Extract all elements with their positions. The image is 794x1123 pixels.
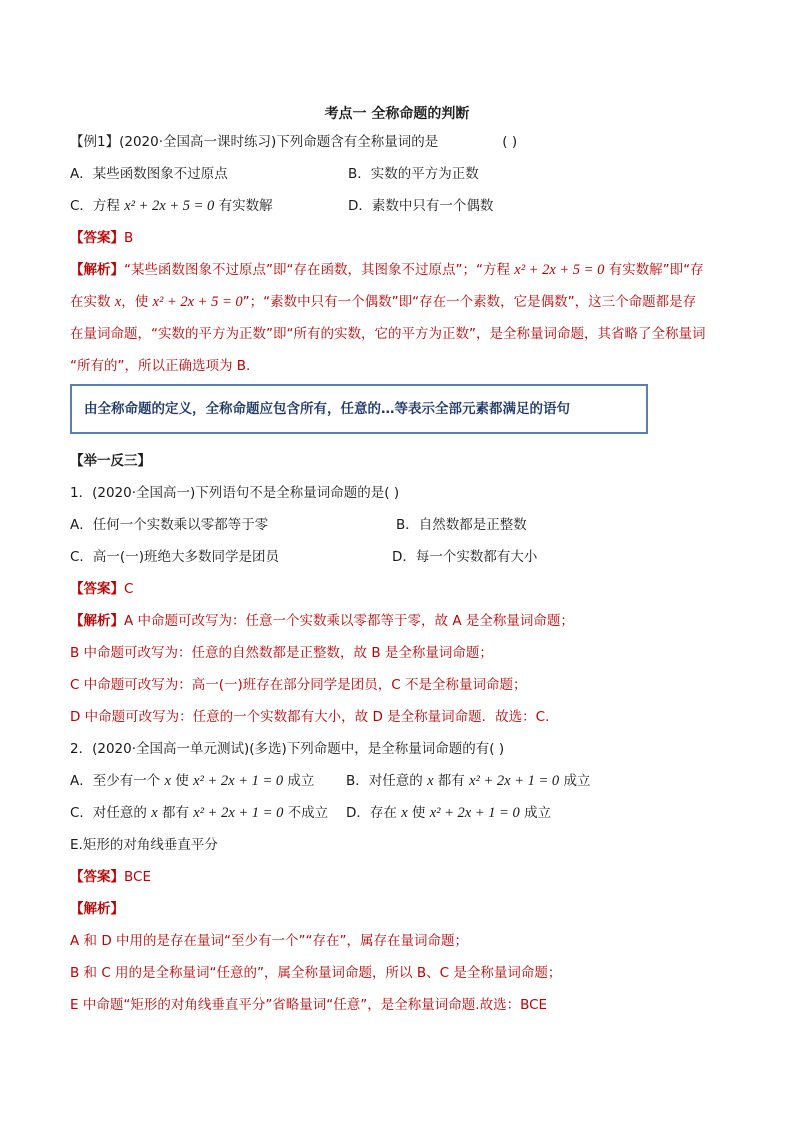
practice-label: 【举一反三】 — [70, 453, 151, 469]
q2-analysis-line-1: A 和 D 中用的是存在量词“至少有一个”“存在”，属存在量词命题； — [70, 933, 468, 949]
q2-analysis-line-2: B 和 C 用的是全称量词“任意的”，属全称量词命题，所以 B、C 是全称量词命题； — [70, 965, 562, 981]
q1-analysis-line-4: D 中命题可改写为：任意的一个实数都有大小，故 D 是全称量词命题．故选：C. — [70, 709, 550, 725]
example-option-b: B．实数的平方为正数 — [348, 166, 479, 182]
q1-option-a: A．任何一个实数乘以零都等于零 — [70, 517, 269, 533]
q1-analysis-line-3: C 中命题可改写为：高一(一)班存在部分同学是团员，C 不是全称量词命题； — [70, 677, 527, 693]
q2-answer: 【答案】BCE — [70, 869, 151, 885]
example-analysis-line-2: 在实数 x，使 x² + 2x + 5 = 0”；“素数中只有一个偶数”即“存在一个素数，它是偶数”，这三个命题都是存 — [70, 294, 697, 310]
q2-option-a: A．至少有一个 x 使 x² + 2x + 1 = 0 成立 — [70, 773, 315, 789]
example-analysis-line-3: 在量词命题，“实数的平方为正数”即“所有的实数，它的平方为正数”，是全称量词命题，其省略了全称量词 — [70, 326, 706, 342]
q2-option-d: D．存在 x 使 x² + 2x + 1 = 0 成立 — [346, 805, 552, 821]
example-question: 【例1】(2020·全国高一课时练习)下列命题含有全称量词的是 ( ) — [70, 134, 518, 150]
example-analysis-line-4: “所有的”，所以正确选项为 B. — [70, 358, 251, 374]
section-title: 考点一 全称命题的判断 — [324, 106, 470, 122]
q1-analysis-line-2: B 中命题可改写为：任意的自然数都是正整数，故 B 是全称量词命题； — [70, 645, 493, 661]
q1-answer: 【答案】C — [70, 581, 134, 597]
q2-analysis-line-3: E 中命题“矩形的对角线垂直平分”省略量词“任意”，是全称量词命题.故选：BCE — [70, 997, 548, 1013]
example-option-d: D．素数中只有一个偶数 — [348, 198, 494, 214]
q1-option-c: C．高一(一)班绝大多数同学是团员 — [70, 549, 279, 565]
q2-option-b: B．对任意的 x 都有 x² + 2x + 1 = 0 成立 — [346, 773, 591, 789]
q1-analysis-line-1: 【解析】A 中命题可改写为：任意一个实数乘以零都等于零，故 A 是全称量词命题； — [70, 613, 574, 629]
example-label: 【例1】 — [70, 134, 120, 150]
q1-option-d: D．每一个实数都有大小 — [392, 549, 538, 565]
example-analysis-line-1: 【解析】“某些函数图象不过原点”即“存在函数，其图象不过原点”；“方程 x² + 2x + 5 = 0 有实数解”即“存 — [70, 262, 704, 278]
q2-option-e: E.矩形的对角线垂直平分 — [70, 837, 218, 853]
q2-question: 2．(2020·全国高一单元测试)(多选)下列命题中，是全称量词命题的有( ) — [70, 741, 505, 757]
q2-option-c: C．对任意的 x 都有 x² + 2x + 1 = 0 不成立 — [70, 805, 329, 821]
example-option-c: C．方程 x² + 2x + 5 = 0 有实数解 — [70, 198, 273, 214]
example-answer: 【答案】B — [70, 230, 134, 246]
q1-option-b: B．自然数都是正整数 — [396, 517, 527, 533]
q2-analysis-label: 【解析】 — [70, 901, 124, 917]
q1-question: 1．(2020·全国高一)下列语句不是全称量词命题的是( ) — [70, 485, 400, 501]
tip-text: 由全称命题的定义，全称命题应包含所有，任意的…等表示全部元素都满足的语句 — [84, 401, 570, 417]
example-option-a: A．某些函数图象不过原点 — [70, 166, 228, 182]
